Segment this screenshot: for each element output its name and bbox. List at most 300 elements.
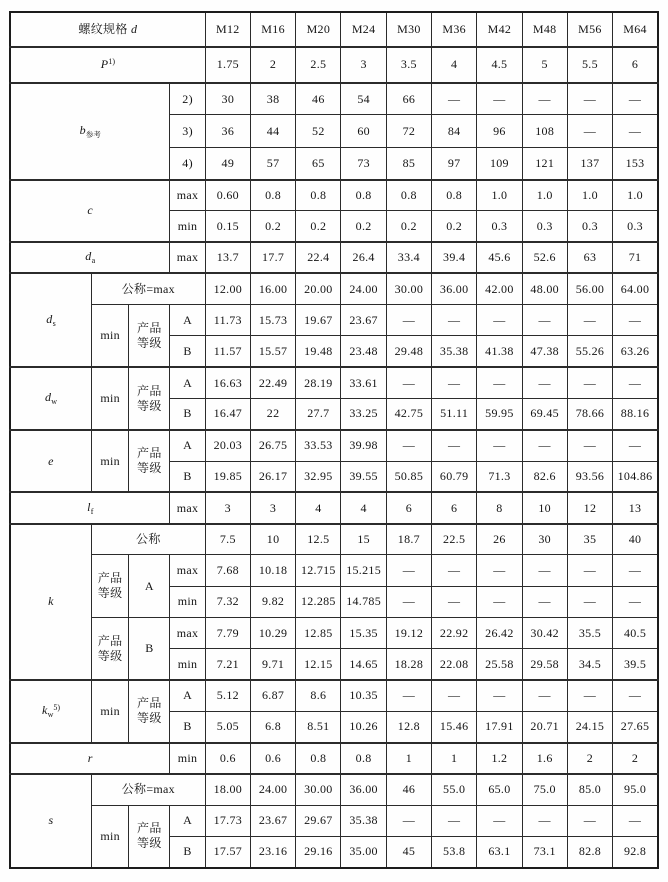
value-cell: — [613, 430, 658, 461]
value-cell: 3.5 [386, 47, 431, 82]
value-cell: 64.00 [613, 273, 658, 304]
label-grade-a: A [170, 680, 205, 711]
value-cell: 5.5 [567, 47, 612, 82]
value-cell: 59.95 [477, 399, 522, 430]
value-cell: 0.3 [522, 211, 567, 242]
label-max: max [170, 617, 205, 648]
value-cell: 63.1 [477, 836, 522, 868]
value-cell: 6 [386, 492, 431, 523]
value-cell: 45 [386, 836, 431, 868]
value-cell: 28.19 [296, 367, 341, 398]
value-cell: 2 [567, 743, 612, 774]
value-cell: — [567, 586, 612, 617]
value-cell: — [613, 305, 658, 336]
row-label-ds [10, 273, 92, 367]
value-cell: 1 [432, 743, 477, 774]
value-cell: — [432, 83, 477, 115]
value-cell: 65.0 [477, 774, 522, 805]
value-cell: 52.6 [522, 242, 567, 273]
row-label-lf [10, 492, 170, 523]
value-cell: 16.47 [205, 399, 250, 430]
value-cell: 15.215 [341, 555, 386, 586]
row-label-dw [10, 367, 92, 430]
value-cell: 6 [432, 492, 477, 523]
s-symbol: s [48, 813, 54, 828]
row-c-max [10, 180, 658, 211]
value-cell: — [432, 586, 477, 617]
value-cell: 1.0 [567, 180, 612, 211]
value-cell: — [386, 430, 431, 461]
value-cell: 22 [250, 399, 295, 430]
value-cell: 7.21 [205, 649, 250, 680]
value-cell: 73 [341, 147, 386, 179]
value-cell: 15.73 [250, 305, 295, 336]
value-cell: 13.7 [205, 242, 250, 273]
value-cell: 41.38 [477, 336, 522, 367]
column-header: M20 [296, 12, 341, 47]
value-cell: 7.32 [205, 586, 250, 617]
value-cell: 63 [567, 242, 612, 273]
value-cell: 0.8 [250, 180, 295, 211]
value-cell: 39.55 [341, 461, 386, 492]
value-cell: — [522, 430, 567, 461]
value-cell: 9.71 [250, 649, 295, 680]
value-cell: 29.16 [296, 836, 341, 868]
value-cell: — [522, 555, 567, 586]
value-cell: — [477, 367, 522, 398]
label-product-grade: 产品等级 [129, 805, 170, 868]
column-header: M64 [613, 12, 658, 47]
value-cell: 10.29 [250, 617, 295, 648]
value-cell: 6.87 [250, 680, 295, 711]
value-cell: 18.00 [205, 774, 250, 805]
sub-label-b3: 3) [170, 115, 205, 147]
value-cell: — [386, 305, 431, 336]
value-cell: 4 [296, 492, 341, 523]
kw-footnote-mark: 5) [53, 702, 61, 712]
value-cell: 108 [522, 115, 567, 147]
value-cell: 23.67 [250, 805, 295, 836]
value-cell: — [386, 555, 431, 586]
value-cell: 26.17 [250, 461, 295, 492]
value-cell: 15 [341, 524, 386, 555]
value-cell: — [477, 680, 522, 711]
column-header: M16 [250, 12, 295, 47]
row-label-b [10, 83, 170, 180]
value-cell: — [432, 555, 477, 586]
value-cell: 109 [477, 147, 522, 179]
label-min: min [170, 649, 205, 680]
row-r-min [10, 743, 658, 774]
value-cell: 20.00 [296, 273, 341, 304]
value-cell: 75.0 [522, 774, 567, 805]
value-cell: 30.00 [296, 774, 341, 805]
value-cell: 97 [432, 147, 477, 179]
row-s-min-a [10, 805, 658, 836]
value-cell: 33.61 [341, 367, 386, 398]
value-cell: 10 [522, 492, 567, 523]
value-cell: — [432, 805, 477, 836]
value-cell: 24.00 [250, 774, 295, 805]
value-cell: 16.63 [205, 367, 250, 398]
value-cell: 2.5 [296, 47, 341, 82]
value-cell: 121 [522, 147, 567, 179]
thread-spec-label: 螺纹规格 [78, 22, 128, 37]
value-cell: — [567, 430, 612, 461]
value-cell: 82.8 [567, 836, 612, 868]
label-min: min [170, 211, 205, 242]
row-b-2 [10, 83, 658, 115]
value-cell: 82.6 [522, 461, 567, 492]
value-cell: — [522, 805, 567, 836]
value-cell: 8 [477, 492, 522, 523]
value-cell: 71.3 [477, 461, 522, 492]
value-cell: — [613, 367, 658, 398]
da-subscript: a [91, 256, 96, 266]
value-cell: 12 [567, 492, 612, 523]
value-cell: 0.6 [250, 743, 295, 774]
value-cell: 39.4 [432, 242, 477, 273]
column-header: M48 [522, 12, 567, 47]
value-cell: 36.00 [432, 273, 477, 304]
label-min: min [92, 680, 129, 743]
value-cell: 35 [567, 524, 612, 555]
value-cell: 18.28 [386, 649, 431, 680]
value-cell: 36.00 [341, 774, 386, 805]
value-cell: 92.8 [613, 836, 658, 868]
value-cell: 0.3 [477, 211, 522, 242]
value-cell: 63.26 [613, 336, 658, 367]
value-cell: 33.25 [341, 399, 386, 430]
sub-label-b4: 4) [170, 147, 205, 179]
label-grade-b: B [170, 836, 205, 868]
value-cell: 7.68 [205, 555, 250, 586]
value-cell: — [613, 555, 658, 586]
row-e-min-a [10, 430, 658, 461]
value-cell: 12.285 [296, 586, 341, 617]
value-cell: 57 [250, 147, 295, 179]
value-cell: 60 [341, 115, 386, 147]
value-cell: 15.57 [250, 336, 295, 367]
value-cell: 73.1 [522, 836, 567, 868]
value-cell: 20.71 [522, 711, 567, 742]
value-cell: 0.8 [341, 743, 386, 774]
label-grade-b: B [129, 617, 170, 680]
value-cell: 27.7 [296, 399, 341, 430]
value-cell: 1.2 [477, 743, 522, 774]
value-cell: 0.2 [250, 211, 295, 242]
value-cell: 23.48 [341, 336, 386, 367]
label-nominal: 公称 [92, 524, 206, 555]
value-cell: 93.56 [567, 461, 612, 492]
value-cell: — [613, 805, 658, 836]
ds-symbol: d [46, 311, 53, 326]
value-cell: — [522, 305, 567, 336]
dw-symbol: d [44, 390, 52, 405]
value-cell: 88.16 [613, 399, 658, 430]
value-cell: 19.85 [205, 461, 250, 492]
value-cell: 1.0 [477, 180, 522, 211]
value-cell: 137 [567, 147, 612, 179]
label-product-grade: 产品等级 [129, 305, 170, 368]
value-cell: 78.66 [567, 399, 612, 430]
value-cell: 29.48 [386, 336, 431, 367]
value-cell: 8.6 [296, 680, 341, 711]
row-s-nominal [10, 774, 658, 805]
value-cell: 25.58 [477, 649, 522, 680]
value-cell: — [567, 115, 612, 147]
value-cell: — [386, 586, 431, 617]
value-cell: 0.6 [205, 743, 250, 774]
row-label-e [10, 430, 92, 493]
value-cell: 5.12 [205, 680, 250, 711]
value-cell: — [386, 805, 431, 836]
value-cell: 1.6 [522, 743, 567, 774]
value-cell: 4 [432, 47, 477, 82]
label-grade-b: B [170, 336, 205, 367]
value-cell: 0.60 [205, 180, 250, 211]
label-min: min [92, 305, 129, 368]
value-cell: 48.00 [522, 273, 567, 304]
value-cell: 0.15 [205, 211, 250, 242]
value-cell: 22.5 [432, 524, 477, 555]
value-cell: 11.73 [205, 305, 250, 336]
label-grade-b: B [170, 711, 205, 742]
value-cell: 44 [250, 115, 295, 147]
bolt-dimensions-table [9, 11, 659, 869]
row-k-nominal [10, 524, 658, 555]
value-cell: 72 [386, 115, 431, 147]
label-product-grade: 产品等级 [129, 367, 170, 430]
value-cell: 10 [250, 524, 295, 555]
value-cell: 3 [250, 492, 295, 523]
value-cell: 30 [522, 524, 567, 555]
value-cell: — [432, 680, 477, 711]
value-cell: 51.11 [432, 399, 477, 430]
value-cell: 0.3 [613, 211, 658, 242]
value-cell: — [567, 367, 612, 398]
value-cell: 14.65 [341, 649, 386, 680]
label-min: min [92, 430, 129, 493]
row-ds-nominal [10, 273, 658, 304]
value-cell: 34.5 [567, 649, 612, 680]
value-cell: 35.38 [341, 805, 386, 836]
lf-symbol: l [87, 499, 91, 514]
value-cell: 10.26 [341, 711, 386, 742]
value-cell: 66 [386, 83, 431, 115]
value-cell: — [567, 83, 612, 115]
ds-subscript: s [52, 318, 56, 328]
value-cell: 47.38 [522, 336, 567, 367]
column-header: M24 [341, 12, 386, 47]
value-cell: 39.98 [341, 430, 386, 461]
value-cell: 27.65 [613, 711, 658, 742]
label-max: max [170, 242, 205, 273]
column-header: M12 [205, 12, 250, 47]
value-cell: — [567, 305, 612, 336]
value-cell: 13 [613, 492, 658, 523]
value-cell: 2 [613, 743, 658, 774]
value-cell: 6.8 [250, 711, 295, 742]
value-cell: 0.8 [296, 180, 341, 211]
row-label-kw [10, 680, 92, 743]
value-cell: 49 [205, 147, 250, 179]
value-cell: 96 [477, 115, 522, 147]
value-cell: — [432, 305, 477, 336]
value-cell: 56.00 [567, 273, 612, 304]
value-cell: 22.92 [432, 617, 477, 648]
value-cell: — [567, 555, 612, 586]
value-cell: 0.8 [386, 180, 431, 211]
value-cell: 0.8 [296, 743, 341, 774]
column-header: M56 [567, 12, 612, 47]
value-cell: — [522, 367, 567, 398]
value-cell: 52 [296, 115, 341, 147]
value-cell: 46 [386, 774, 431, 805]
value-cell: 2 [250, 47, 295, 82]
value-cell: 84 [432, 115, 477, 147]
value-cell: 54 [341, 83, 386, 115]
row-label-s [10, 774, 92, 868]
value-cell: 104.86 [613, 461, 658, 492]
value-cell: 12.15 [296, 649, 341, 680]
value-cell: 3 [205, 492, 250, 523]
value-cell: — [522, 586, 567, 617]
value-cell: 38 [250, 83, 295, 115]
column-header: M30 [386, 12, 431, 47]
label-nominal-eq-max: 公称=max [92, 273, 206, 304]
value-cell: 0.3 [567, 211, 612, 242]
value-cell: 40.5 [613, 617, 658, 648]
value-cell: 23.16 [250, 836, 295, 868]
row-label-c [10, 180, 170, 243]
da-symbol: d [85, 249, 92, 264]
row-lf-max [10, 492, 658, 523]
value-cell: 45.6 [477, 242, 522, 273]
value-cell: — [386, 367, 431, 398]
value-cell: 7.5 [205, 524, 250, 555]
value-cell: 60.79 [432, 461, 477, 492]
value-cell: 4 [341, 492, 386, 523]
value-cell: — [567, 680, 612, 711]
value-cell: 30.00 [386, 273, 431, 304]
k-symbol: k [48, 594, 54, 609]
label-grade-a: A [170, 305, 205, 336]
value-cell: 0.2 [341, 211, 386, 242]
value-cell: 85 [386, 147, 431, 179]
value-cell: 15.46 [432, 711, 477, 742]
row-label-da [10, 242, 170, 273]
b-symbol: b [79, 122, 86, 137]
value-cell: — [477, 83, 522, 115]
label-grade-a: A [170, 430, 205, 461]
label-product-grade: 产品等级 [129, 680, 170, 743]
row-label-r [10, 743, 170, 774]
value-cell: — [477, 586, 522, 617]
value-cell: — [432, 430, 477, 461]
value-cell: 20.03 [205, 430, 250, 461]
dw-subscript: w [51, 397, 58, 407]
p-symbol: P [100, 57, 109, 72]
value-cell: 18.7 [386, 524, 431, 555]
value-cell: 1.75 [205, 47, 250, 82]
value-cell: 50.85 [386, 461, 431, 492]
label-min: min [92, 367, 129, 430]
value-cell: 35.38 [432, 336, 477, 367]
r-symbol: r [87, 750, 93, 765]
value-cell: 39.5 [613, 649, 658, 680]
label-product-grade: 产品等级 [92, 555, 129, 618]
label-max: max [170, 492, 205, 523]
value-cell: 0.8 [341, 180, 386, 211]
value-cell: 12.715 [296, 555, 341, 586]
value-cell: 0.2 [432, 211, 477, 242]
thread-spec-symbol: d [130, 22, 138, 37]
value-cell: 12.8 [386, 711, 431, 742]
c-symbol: c [87, 203, 94, 218]
thread-spec-header [10, 12, 205, 47]
value-cell: — [477, 805, 522, 836]
value-cell: — [477, 430, 522, 461]
label-nominal-eq-max: 公称=max [92, 774, 206, 805]
value-cell: 1.0 [613, 180, 658, 211]
label-max: max [170, 180, 205, 211]
value-cell: 22.49 [250, 367, 295, 398]
value-cell: 0.2 [386, 211, 431, 242]
value-cell: 55.26 [567, 336, 612, 367]
lf-subscript: f [90, 506, 94, 516]
value-cell: 8.51 [296, 711, 341, 742]
value-cell: 3 [341, 47, 386, 82]
value-cell: 7.79 [205, 617, 250, 648]
row-label-p [10, 47, 205, 82]
value-cell: — [522, 83, 567, 115]
column-header-row [10, 12, 658, 47]
label-product-grade: 产品等级 [92, 617, 129, 680]
value-cell: 26.42 [477, 617, 522, 648]
value-cell: 6 [613, 47, 658, 82]
value-cell: 42.75 [386, 399, 431, 430]
value-cell: — [432, 367, 477, 398]
row-k-b-max [10, 617, 658, 648]
value-cell: 30 [205, 83, 250, 115]
value-cell: 19.48 [296, 336, 341, 367]
value-cell: 19.67 [296, 305, 341, 336]
value-cell: 35.5 [567, 617, 612, 648]
value-cell: 17.57 [205, 836, 250, 868]
label-min: min [170, 586, 205, 617]
value-cell: — [613, 115, 658, 147]
value-cell: 40 [613, 524, 658, 555]
value-cell: 10.35 [341, 680, 386, 711]
b-subscript: 参考 [85, 129, 101, 139]
value-cell: 33.53 [296, 430, 341, 461]
value-cell: 5 [522, 47, 567, 82]
value-cell: 32.95 [296, 461, 341, 492]
value-cell: 14.785 [341, 586, 386, 617]
value-cell: 26 [477, 524, 522, 555]
value-cell: — [477, 305, 522, 336]
label-product-grade: 产品等级 [129, 430, 170, 493]
label-grade-b: B [170, 461, 205, 492]
value-cell: 5.05 [205, 711, 250, 742]
row-ds-min-a [10, 305, 658, 336]
value-cell: 16.00 [250, 273, 295, 304]
value-cell: 19.12 [386, 617, 431, 648]
label-grade-a: A [129, 555, 170, 618]
value-cell: — [613, 83, 658, 115]
value-cell: 24.00 [341, 273, 386, 304]
